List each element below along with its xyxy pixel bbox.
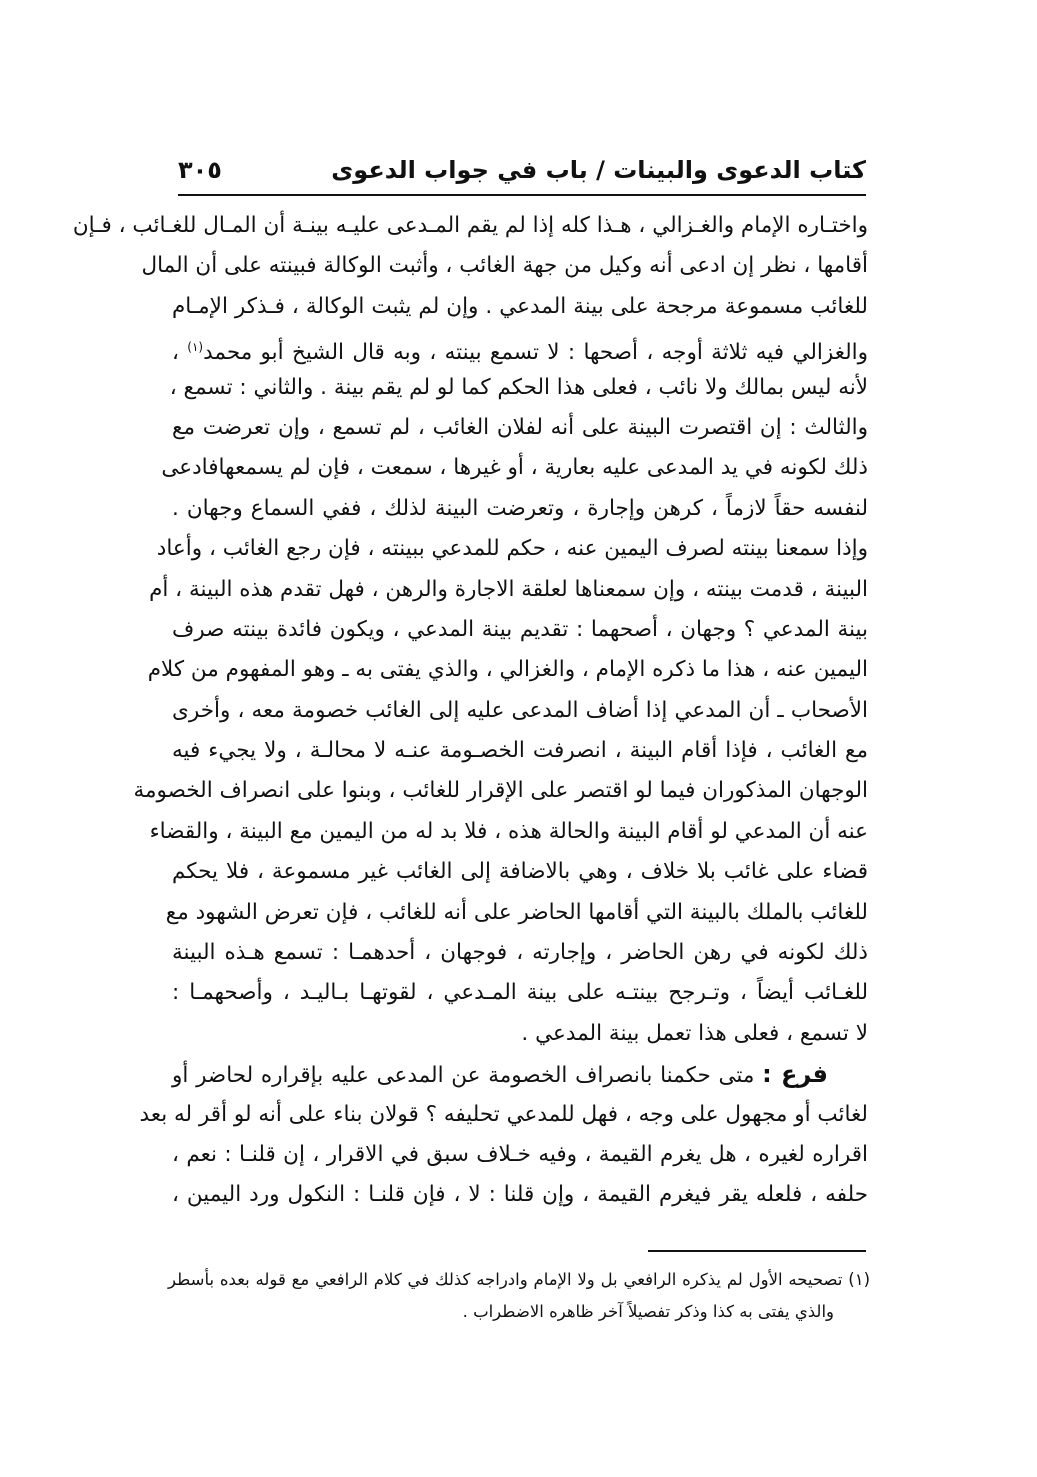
text-line-14: مع الغائب ، فإذا أقام البينة ، انصرفت الخصـومة عنـه لا محالـة ، ولا يجيء فيه xyxy=(172,738,868,764)
header-rule xyxy=(178,194,866,196)
text-line-17: قضاء على غائب بلا خلاف ، وهي بالاضافة إلى الغائب غير مسموعة ، فلا يحكم xyxy=(172,859,868,885)
footnote-marker: (١) xyxy=(848,1270,870,1289)
text-line-15: الوجهان المذكوران فيما لو اقتصر على الإقرار للغائب ، وبنوا على انصراف الخصومة xyxy=(133,778,868,804)
text-line-21: لا تسمع ، فعلى هذا تعمل بينة المدعي . xyxy=(521,1020,868,1046)
text-line-9: وإذا سمعنا بينته لصرف اليمين عنه ، حكم للمدعي ببينته ، فإن رجع الغائب ، وأعاد xyxy=(156,536,868,562)
far-line-1-text: متى حكمنا بانصراف الخصومة عن المدعى عليه بإقراره لحاضر أو xyxy=(172,1063,755,1089)
far-line-1 xyxy=(172,1054,868,1094)
text-line-20: للغـائب أيضاً ، وتـرجح بينتـه على بينة المـدعي ، لقوتهـا بـاليـد ، وأصحهمـا : xyxy=(172,980,868,1006)
running-title: كتاب الدعوى والبينات / باب في جواب الدعوى xyxy=(331,156,866,184)
text-line-4-tail: ، xyxy=(172,340,188,366)
text-line-4-main: والغزالي فيه ثلاثة أوجه ، أصحها : لا تسمع بينته ، وبه قال الشيخ أبو محمد xyxy=(203,340,868,366)
text-line-8: لنفسه حقاً لازماً ، كرهن وإجارة ، وتعرضت البينة لذلك ، ففي السماع وجهان . xyxy=(172,495,868,521)
text-line-16: عنه أن المدعي لو أقام البينة والحالة هذه ، فلا بد له من اليمين مع البينة ، والقضاء xyxy=(149,818,868,844)
footnote-line-1-text: تصحيحه الأول لم يذكره الرافعي بل ولا الإمام وادراجه كذلك في كلام الرافعي مع قوله بعده بأسطر xyxy=(168,1270,843,1289)
far-line-2: لغائب أو مجهول على وجه ، فهل للمدعي تحليفه ؟ قولان بناء على أنه لو أقر له بعد xyxy=(139,1101,868,1127)
main-text xyxy=(72,206,868,1216)
text-line-1: واختـاره الإمام والغـزالي ، هـذا كله إذا لم يقم المـدعى عليـه بينـة أن المـال للغـائب ، فـإن xyxy=(72,213,868,238)
text-line-11: بينة المدعي ؟ وجهان ، أصحهما : تقديم بينة المدعي ، ويكون فائدة بينته صرف xyxy=(172,616,868,642)
footnote-line-2: والذي يفتى به كذا وذكر تفصيلاً آخر ظاهره الاضطراب . xyxy=(462,1302,834,1321)
text-line-6: والثالث : إن اقتصرت البينة على أنه لفلان الغائب ، لم تسمع ، وإن تعرضت مع xyxy=(172,414,868,440)
far-line-4: حلفه ، فلعله يقر فيغرم القيمة ، وإن قلنا : لا ، فإن قلنـا : النكول ورد اليمين ، xyxy=(172,1182,868,1208)
footnote-line-1 xyxy=(168,1264,870,1296)
far-line-3: اقراره لغيره ، هل يغرم القيمة ، وفيه خـلاف سبق في الاقرار ، إن قلنـا : نعم ، xyxy=(172,1141,868,1167)
text-line-5: لأنه ليس بمالك ولا نائب ، فعلى هذا الحكم كما لو لم يقم بينة . والثاني : تسمع ، xyxy=(169,374,868,400)
footnote-ref: (١) xyxy=(187,340,204,355)
text-line-2: أقامها ، نظر إن ادعى أنه وكيل من جهة الغائب ، وأثبت الوكالة فبينته على أن المال xyxy=(141,253,868,279)
text-line-13: الأصحاب ـ أن المدعي إذا أضاف المدعى عليه إلى الغائب خصومة معه ، وأخرى xyxy=(172,697,868,723)
page-header xyxy=(178,152,866,192)
text-line-3: للغائب مسموعة مرجحة على بينة المدعي . وإن لم يثبت الوكالة ، فـذكر الإمـام xyxy=(172,293,868,319)
text-line-7: ذلك لكونه في يد المدعى عليه بعارية ، أو غيرها ، سمعت ، فإن لم يسمعهافادعى xyxy=(161,455,868,481)
footnote xyxy=(168,1264,870,1328)
text-line-12: اليمين عنه ، هذا ما ذكره الإمام ، والغزالي ، والذي يفتى به ـ وهو المفهوم من كلام xyxy=(147,657,868,683)
text-line-10: البينة ، قدمت بينته ، وإن سمعناها لعلقة الاجارة والرهن ، فهل تقدم هذه البينة ، أم xyxy=(149,576,868,602)
page-number: ٣٠٥ xyxy=(178,156,222,184)
text-line-18: للغائب بالملك بالبينة التي أقامها الحاضر على أنه للغائب ، فإن تعرض الشهود مع xyxy=(165,899,868,925)
far-label: فرع : xyxy=(762,1060,828,1089)
text-line-19: ذلك لكونه في رهن الحاضر ، وإجارته ، فوجهان ، أحدهمـا : تسمع هـذه البينة xyxy=(172,940,868,966)
text-line-4 xyxy=(172,327,868,367)
footnote-rule xyxy=(648,1250,866,1252)
